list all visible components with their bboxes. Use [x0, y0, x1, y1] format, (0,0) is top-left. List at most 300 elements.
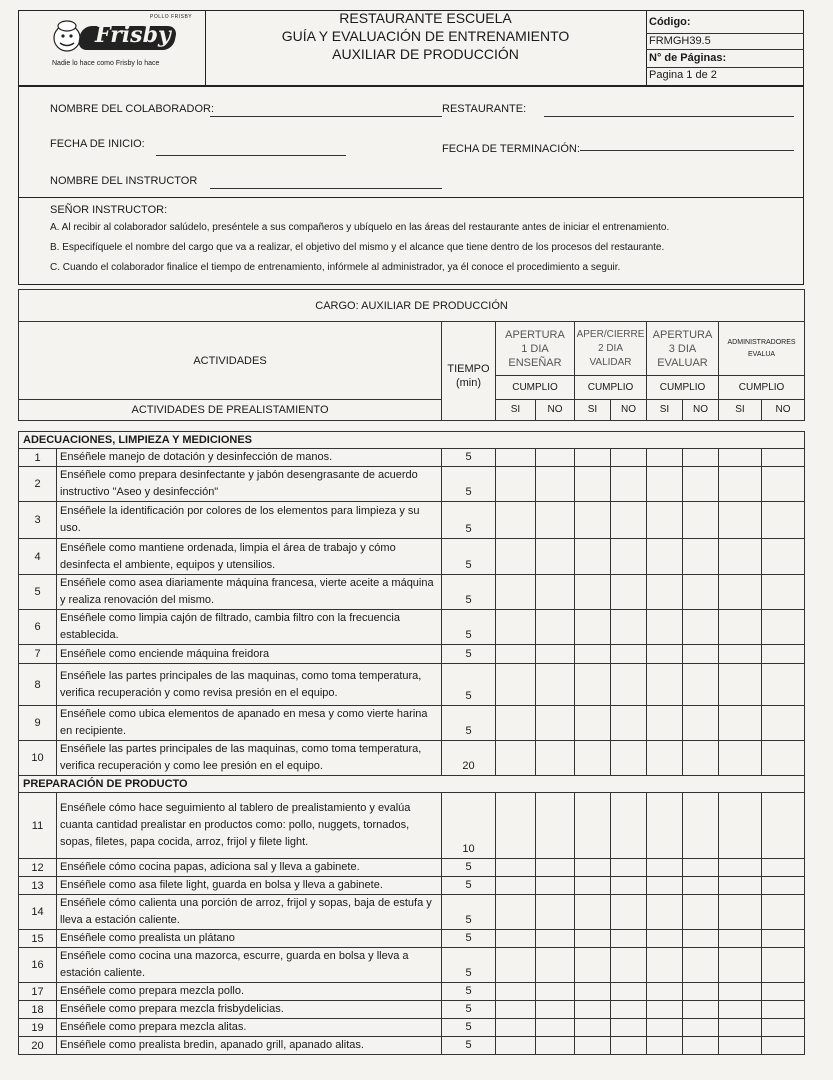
si-2: SI — [575, 400, 611, 421]
table-row — [19, 859, 805, 877]
check-cell[interactable] — [611, 1037, 647, 1055]
check-cell[interactable] — [647, 502, 683, 539]
activity-text: Enséñele cómo calienta una porción de arroz, frijol y sopas, baja de estufa y lleva a estación caliente. — [57, 895, 442, 930]
table-row — [19, 645, 805, 664]
phase-2-l1: APER/CIERRE — [576, 328, 645, 340]
activity-text: Enséñele como cocina una mazorca, escurre, guarda en bolsa y lleva a estación caliente. — [57, 948, 442, 983]
table-row — [19, 930, 805, 948]
cargo-title: CARGO: AUXILIAR DE PRODUCCIÓN — [19, 290, 805, 322]
check-cell[interactable] — [647, 664, 683, 706]
row-number: 11 — [19, 793, 57, 859]
check-cell[interactable] — [762, 610, 805, 645]
pages-value: Pagina 1 de 2 — [649, 69, 717, 81]
time-header: TIEMPO (min) — [442, 322, 496, 421]
check-cell[interactable] — [647, 948, 683, 983]
check-cell[interactable] — [611, 664, 647, 706]
cumplio-4: CUMPLIO — [719, 376, 805, 400]
brand-slogan: Nadie lo hace como Frisby lo hace — [52, 60, 160, 67]
check-cell[interactable] — [647, 877, 683, 895]
row-number: 18 — [19, 1001, 57, 1019]
si-1: SI — [496, 400, 536, 421]
check-cell[interactable] — [496, 983, 536, 1001]
row-number: 20 — [19, 1037, 57, 1055]
check-cell[interactable] — [647, 983, 683, 1001]
check-cell[interactable] — [536, 895, 575, 930]
activity-text: Enséñele como prealista bredin, apanado grill, apanado alitas. — [57, 1037, 442, 1055]
check-cell[interactable] — [611, 859, 647, 877]
check-cell[interactable] — [536, 645, 575, 664]
check-cell[interactable] — [575, 610, 611, 645]
check-cell[interactable] — [762, 930, 805, 948]
activity-text: Enséñele como prepara mezcla pollo. — [57, 983, 442, 1001]
check-cell[interactable] — [575, 1037, 611, 1055]
row-number: 13 — [19, 877, 57, 895]
check-cell[interactable] — [683, 706, 719, 741]
check-cell[interactable] — [683, 1001, 719, 1019]
activity-time: 5 — [442, 1001, 496, 1019]
check-cell[interactable] — [647, 1037, 683, 1055]
check-cell[interactable] — [611, 610, 647, 645]
check-cell[interactable] — [647, 895, 683, 930]
cumplio-2: CUMPLIO — [575, 376, 647, 400]
check-cell[interactable] — [496, 1001, 536, 1019]
table-row — [19, 664, 805, 706]
check-cell[interactable] — [496, 877, 536, 895]
table-row — [19, 449, 805, 467]
check-cell[interactable] — [575, 930, 611, 948]
instructor-line[interactable] — [210, 188, 442, 189]
table-row — [19, 1037, 805, 1055]
phase-4 — [719, 322, 805, 376]
check-cell[interactable] — [762, 877, 805, 895]
check-cell[interactable] — [647, 930, 683, 948]
check-cell[interactable] — [496, 741, 536, 776]
no-1: NO — [536, 400, 575, 421]
check-cell[interactable] — [575, 741, 611, 776]
activities-header: ACTIVIDADES — [19, 322, 442, 400]
table-row — [19, 610, 805, 645]
table-row — [19, 706, 805, 741]
phase-3-l1: APERTURA — [652, 328, 713, 341]
check-cell[interactable] — [762, 664, 805, 706]
check-cell[interactable] — [496, 859, 536, 877]
table-row — [19, 1019, 805, 1037]
check-cell[interactable] — [762, 645, 805, 664]
check-cell[interactable] — [536, 930, 575, 948]
row-number: 12 — [19, 859, 57, 877]
row-number: 8 — [19, 664, 57, 706]
check-cell[interactable] — [536, 948, 575, 983]
activity-text: Enséñele la identificación por colores de los elementos para limpieza y su uso. — [57, 502, 442, 539]
instruction-b: B. Especifíquele el nombre del cargo que va a realizar, el objetivo del mismo y el alcance que tiene dentro de los procesos del restaurante. — [50, 242, 665, 253]
check-cell[interactable] — [496, 930, 536, 948]
row-number: 5 — [19, 575, 57, 610]
check-cell[interactable] — [683, 741, 719, 776]
restaurant-line[interactable] — [544, 116, 794, 117]
collaborator-label: NOMBRE DEL COLABORADOR: — [50, 103, 215, 115]
check-cell[interactable] — [611, 741, 647, 776]
activity-text: Enséñele como prepara mezcla alitas. — [57, 1019, 442, 1037]
activity-text: Enséñele manejo de dotación y desinfección de manos. — [57, 449, 442, 467]
row-number: 2 — [19, 467, 57, 502]
activity-text: Enséñele como prealista un plátano — [57, 930, 442, 948]
check-cell[interactable] — [762, 948, 805, 983]
si-4: SI — [719, 400, 762, 421]
check-cell[interactable] — [536, 706, 575, 741]
instruction-a: A. Al recibir al colaborador salúdelo, preséntele a sus compañeros y ubíquelo en las áreas del restaurante antes de iniciar el entrenamiento. — [50, 222, 670, 233]
activity-time: 5 — [442, 877, 496, 895]
check-cell[interactable] — [762, 1001, 805, 1019]
activity-text: Enséñele cómo cocina papas, adiciona sal y lleva a gabinete. — [57, 859, 442, 877]
check-cell[interactable] — [575, 502, 611, 539]
activity-time: 5 — [442, 664, 496, 706]
instruction-c: C. Cuando el colaborador finalice el tiempo de entrenamiento, infórmele al administrador, ya él conoce el procedimiento a seguir. — [50, 262, 621, 273]
check-cell[interactable] — [496, 502, 536, 539]
activity-time: 5 — [442, 948, 496, 983]
phase-3 — [647, 322, 719, 376]
title-line-1: RESTAURANTE ESCUELA — [339, 10, 512, 26]
activity-time: 5 — [442, 859, 496, 877]
check-cell[interactable] — [536, 1037, 575, 1055]
check-cell[interactable] — [611, 1019, 647, 1037]
activity-text: Enséñele como asa filete light, guarda en bolsa y lleva a gabinete. — [57, 877, 442, 895]
phase-2 — [575, 322, 647, 376]
check-cell[interactable] — [683, 983, 719, 1001]
activity-time: 5 — [442, 467, 496, 502]
check-cell[interactable] — [683, 793, 719, 859]
check-cell[interactable] — [647, 539, 683, 575]
check-cell[interactable] — [683, 877, 719, 895]
activity-time: 5 — [442, 539, 496, 575]
table-row — [19, 539, 805, 575]
check-cell[interactable] — [762, 895, 805, 930]
activity-text: Enséñele como prepara mezcla frisbydelicias. — [57, 1001, 442, 1019]
cumplio-3: CUMPLIO — [647, 376, 719, 400]
header-divider-right — [646, 10, 647, 86]
phase-1 — [496, 322, 575, 376]
check-cell[interactable] — [719, 539, 762, 575]
check-cell[interactable] — [611, 895, 647, 930]
activities-table — [18, 431, 805, 1055]
check-cell[interactable] — [575, 793, 611, 859]
check-cell[interactable] — [683, 930, 719, 948]
activity-time: 5 — [442, 645, 496, 664]
row-number: 9 — [19, 706, 57, 741]
check-cell[interactable] — [575, 895, 611, 930]
check-cell[interactable] — [575, 948, 611, 983]
check-cell[interactable] — [762, 793, 805, 859]
brand-name: Frisby — [95, 22, 171, 48]
start-date-label: FECHA DE INICIO: — [50, 138, 145, 150]
check-cell[interactable] — [536, 449, 575, 467]
check-cell[interactable] — [719, 575, 762, 610]
check-cell[interactable] — [536, 664, 575, 706]
check-cell[interactable] — [719, 741, 762, 776]
check-cell[interactable] — [647, 793, 683, 859]
check-cell[interactable] — [575, 467, 611, 502]
check-cell[interactable] — [762, 706, 805, 741]
row-number: 16 — [19, 948, 57, 983]
section-adecuaciones: ADECUACIONES, LIMPIEZA Y MEDICIONES — [19, 432, 805, 449]
table-row — [19, 895, 805, 930]
start-date-line[interactable] — [156, 155, 346, 156]
check-cell[interactable] — [575, 575, 611, 610]
activity-time: 5 — [442, 1037, 496, 1055]
section-preparacion: PREPARACIÓN DE PRODUCTO — [19, 776, 805, 793]
phase-4-l2: EVALUA — [748, 350, 776, 358]
activity-time: 10 — [442, 793, 496, 859]
activity-time: 5 — [442, 895, 496, 930]
check-cell[interactable] — [762, 1037, 805, 1055]
check-cell[interactable] — [496, 449, 536, 467]
check-cell[interactable] — [496, 610, 536, 645]
check-cell[interactable] — [611, 539, 647, 575]
row-number: 17 — [19, 983, 57, 1001]
check-cell[interactable] — [647, 467, 683, 502]
check-cell[interactable] — [575, 1001, 611, 1019]
check-cell[interactable] — [719, 449, 762, 467]
check-cell[interactable] — [496, 706, 536, 741]
activity-time: 5 — [442, 610, 496, 645]
check-cell[interactable] — [719, 895, 762, 930]
check-cell[interactable] — [536, 575, 575, 610]
collaborator-line[interactable] — [210, 116, 442, 117]
check-cell[interactable] — [611, 793, 647, 859]
check-cell[interactable] — [719, 1019, 762, 1037]
no-2: NO — [611, 400, 647, 421]
check-cell[interactable] — [536, 793, 575, 859]
activity-time: 5 — [442, 502, 496, 539]
table-row — [19, 948, 805, 983]
row-number: 10 — [19, 741, 57, 776]
check-cell[interactable] — [611, 983, 647, 1001]
check-cell[interactable] — [575, 859, 611, 877]
restaurant-label: RESTAURANTE: — [442, 103, 527, 115]
check-cell[interactable] — [762, 859, 805, 877]
instructions-title: SEÑOR INSTRUCTOR: — [50, 204, 168, 216]
check-cell[interactable] — [575, 877, 611, 895]
check-cell[interactable] — [683, 1037, 719, 1055]
check-cell[interactable] — [719, 859, 762, 877]
activity-text: Enséñele como limpia cajón de filtrado, cambia filtro con la frecuencia establecida. — [57, 610, 442, 645]
activity-time: 5 — [442, 449, 496, 467]
check-cell[interactable] — [719, 645, 762, 664]
instructor-label: NOMBRE DEL INSTRUCTOR — [50, 175, 198, 187]
check-cell[interactable] — [647, 741, 683, 776]
check-cell[interactable] — [683, 610, 719, 645]
check-cell[interactable] — [496, 1037, 536, 1055]
activity-text: Enséñele cómo hace seguimiento al tablero de prealistamiento y evalúa cuanta cantidad prealistar en productos como: pollo, nuggets, tornados, sopas, filetes, papa cocida, arroz, frijol y filete light. — [57, 793, 442, 859]
table-row — [19, 467, 805, 502]
activity-text: Enséñele como prepara desinfectante y jabón desengrasante de acuerdo instructivo "Aseo y desinfección" — [57, 467, 442, 502]
check-cell[interactable] — [575, 539, 611, 575]
check-cell[interactable] — [611, 930, 647, 948]
check-cell[interactable] — [496, 1019, 536, 1037]
check-cell[interactable] — [575, 664, 611, 706]
check-cell[interactable] — [536, 502, 575, 539]
check-cell[interactable] — [647, 610, 683, 645]
activity-text: Enséñele como ubica elementos de apanado en mesa y como vierte harina en recipiente. — [57, 706, 442, 741]
phase-2-l3: VALIDAR — [589, 356, 632, 368]
check-cell[interactable] — [611, 645, 647, 664]
check-cell[interactable] — [719, 502, 762, 539]
check-cell[interactable] — [611, 449, 647, 467]
check-cell[interactable] — [647, 645, 683, 664]
check-cell[interactable] — [611, 575, 647, 610]
phase-3-l3: EVALUAR — [657, 356, 708, 369]
check-cell[interactable] — [719, 706, 762, 741]
check-cell[interactable] — [536, 877, 575, 895]
check-cell[interactable] — [762, 1019, 805, 1037]
table-row — [19, 502, 805, 539]
check-cell[interactable] — [536, 859, 575, 877]
check-cell[interactable] — [536, 741, 575, 776]
activity-time: 5 — [442, 1019, 496, 1037]
header-table — [18, 289, 805, 421]
no-3: NO — [683, 400, 719, 421]
check-cell[interactable] — [536, 539, 575, 575]
check-cell[interactable] — [719, 610, 762, 645]
row-number: 1 — [19, 449, 57, 467]
activity-text: Enséñele como asea diariamente máquina francesa, vierte aceite a máquina y realiza renovación del mismo. — [57, 575, 442, 610]
check-cell[interactable] — [575, 983, 611, 1001]
check-cell[interactable] — [536, 1001, 575, 1019]
activity-time: 5 — [442, 706, 496, 741]
check-cell[interactable] — [496, 664, 536, 706]
pages-label: N° de Páginas: — [649, 52, 727, 64]
check-cell[interactable] — [683, 645, 719, 664]
check-cell[interactable] — [611, 948, 647, 983]
check-cell[interactable] — [611, 502, 647, 539]
check-cell[interactable] — [719, 1037, 762, 1055]
check-cell[interactable] — [611, 706, 647, 741]
check-cell[interactable] — [719, 793, 762, 859]
check-cell[interactable] — [611, 877, 647, 895]
check-cell[interactable] — [762, 467, 805, 502]
phase-1-l3: ENSEÑAR — [508, 356, 562, 369]
check-cell[interactable] — [719, 930, 762, 948]
activity-time: 5 — [442, 575, 496, 610]
check-cell[interactable] — [536, 983, 575, 1001]
phase-4-l1: ADMINISTRADORES — [727, 338, 796, 346]
check-cell[interactable] — [762, 502, 805, 539]
check-cell[interactable] — [762, 449, 805, 467]
row-number: 3 — [19, 502, 57, 539]
end-date-label: FECHA DE TERMINACIÓN: — [442, 143, 580, 155]
end-date-line[interactable] — [580, 150, 794, 151]
check-cell[interactable] — [496, 467, 536, 502]
check-cell[interactable] — [647, 706, 683, 741]
table-row — [19, 793, 805, 859]
si-3: SI — [647, 400, 683, 421]
row-number: 6 — [19, 610, 57, 645]
check-cell[interactable] — [683, 502, 719, 539]
check-cell[interactable] — [496, 895, 536, 930]
check-cell[interactable] — [611, 467, 647, 502]
code-label: Código: — [649, 16, 691, 28]
check-cell[interactable] — [611, 1001, 647, 1019]
check-cell[interactable] — [647, 1001, 683, 1019]
check-cell[interactable] — [496, 539, 536, 575]
check-cell[interactable] — [719, 664, 762, 706]
check-cell[interactable] — [575, 449, 611, 467]
check-cell[interactable] — [683, 948, 719, 983]
phase-1-l1: APERTURA — [505, 328, 565, 341]
row-number: 4 — [19, 539, 57, 575]
check-cell[interactable] — [496, 948, 536, 983]
check-cell[interactable] — [496, 645, 536, 664]
phase-2-l2: 2 DIA — [597, 342, 623, 354]
check-cell[interactable] — [575, 645, 611, 664]
check-cell[interactable] — [719, 877, 762, 895]
prealistamiento-header: ACTIVIDADES DE PREALISTAMIENTO — [19, 400, 442, 421]
check-cell[interactable] — [647, 449, 683, 467]
row-number: 7 — [19, 645, 57, 664]
activity-time: 5 — [442, 983, 496, 1001]
check-cell[interactable] — [496, 793, 536, 859]
check-cell[interactable] — [536, 610, 575, 645]
check-cell[interactable] — [647, 859, 683, 877]
activity-time: 20 — [442, 741, 496, 776]
check-cell[interactable] — [683, 575, 719, 610]
check-cell[interactable] — [536, 1019, 575, 1037]
check-cell[interactable] — [575, 1019, 611, 1037]
row-number: 19 — [19, 1019, 57, 1037]
cumplio-1: CUMPLIO — [496, 376, 575, 400]
table-row — [19, 741, 805, 776]
check-cell[interactable] — [719, 983, 762, 1001]
check-cell[interactable] — [683, 449, 719, 467]
check-cell[interactable] — [762, 741, 805, 776]
brand-top: POLLO FRISBY — [150, 14, 193, 20]
table-row — [19, 983, 805, 1001]
check-cell[interactable] — [719, 467, 762, 502]
check-cell[interactable] — [536, 467, 575, 502]
check-cell[interactable] — [683, 1019, 719, 1037]
table-row — [19, 877, 805, 895]
code-value: FRMGH39.5 — [649, 35, 711, 47]
check-cell[interactable] — [683, 467, 719, 502]
activity-time: 5 — [442, 930, 496, 948]
activity-text: Enséñele como enciende máquina freidora — [57, 645, 442, 664]
check-cell[interactable] — [683, 539, 719, 575]
check-cell[interactable] — [683, 895, 719, 930]
row-number: 14 — [19, 895, 57, 930]
activity-text: Enséñele las partes principales de las maquinas, como toma temperatura, verifica recuperación y como lee presión en el equipo. — [57, 741, 442, 776]
phase-1-l2: 1 DIA — [521, 342, 549, 355]
table-row — [19, 1001, 805, 1019]
activity-text: Enséñele como mantiene ordenada, limpia el área de trabajo y cómo desinfecta el ambiente, equipos y utensilios. — [57, 539, 442, 575]
check-cell[interactable] — [575, 706, 611, 741]
check-cell[interactable] — [647, 575, 683, 610]
check-cell[interactable] — [719, 948, 762, 983]
check-cell[interactable] — [762, 539, 805, 575]
check-cell[interactable] — [647, 1019, 683, 1037]
no-4: NO — [762, 400, 805, 421]
title-line-3: AUXILIAR DE PRODUCCIÓN — [332, 46, 519, 62]
row-number: 15 — [19, 930, 57, 948]
table-row — [19, 575, 805, 610]
check-cell[interactable] — [762, 575, 805, 610]
check-cell[interactable] — [719, 1001, 762, 1019]
phase-3-l2: 3 DIA — [668, 342, 697, 355]
check-cell[interactable] — [683, 664, 719, 706]
title-line-2: GUÍA Y EVALUACIÓN DE ENTRENAMIENTO — [281, 28, 570, 44]
check-cell[interactable] — [683, 859, 719, 877]
activity-text: Enséñele las partes principales de las maquinas, como toma temperatura, verifica recuperación y como revisa presión en el equipo. — [57, 664, 442, 706]
check-cell[interactable] — [496, 575, 536, 610]
check-cell[interactable] — [762, 983, 805, 1001]
